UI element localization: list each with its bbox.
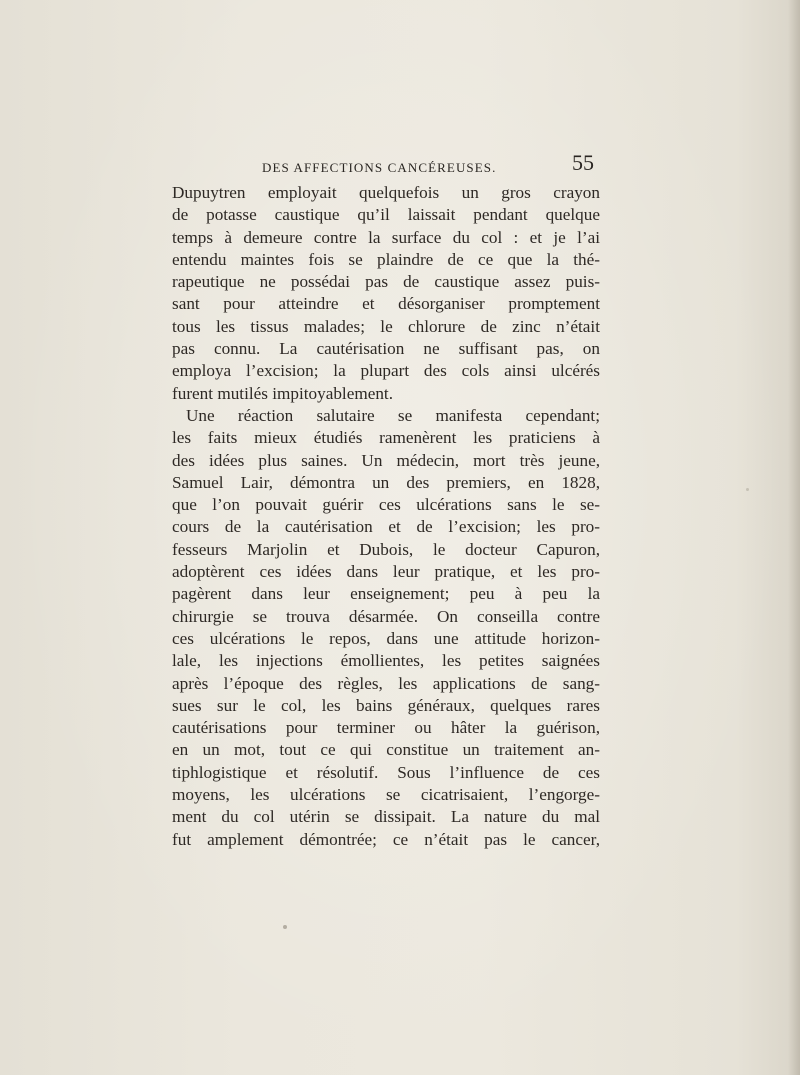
text-line: fut amplement démontrée; ce n’était pas le cancer, <box>172 829 600 849</box>
running-head <box>172 150 600 180</box>
text-line: ces ulcérations le repos, dans une attitude horizon- <box>172 628 600 648</box>
text-line: cours de la cautérisation et de l’excision; les pro- <box>172 517 600 537</box>
text-line: tiphlogistique et résolutif. Sous l’influence de ces <box>172 762 600 782</box>
text-line: furent mutilés impitoyablement. <box>172 383 394 403</box>
text-line: tous les tissus malades; le chlorure de zinc n’était <box>172 316 600 336</box>
paper-speck <box>283 925 287 929</box>
text-line: de potasse caustique qu’il laissait pendant quelque <box>172 205 600 225</box>
text-line: employa l’excision; la plupart des cols ainsi ulcérés <box>172 361 600 381</box>
body-text <box>172 182 600 851</box>
page-edge-shadow <box>788 0 800 1075</box>
text-line: Dupuytren employait quelquefois un gros crayon <box>172 183 600 202</box>
text-line: des idées plus saines. Un médecin, mort très jeune, <box>172 450 600 470</box>
text-line: entendu maintes fois se plaindre de ce que la thé- <box>172 249 600 269</box>
text-line: les faits mieux étudiés ramenèrent les praticiens à <box>172 428 600 448</box>
text-line: après l’époque des règles, les applications de sang- <box>172 673 600 693</box>
text-line: lale, les injections émollientes, les petites saignées <box>172 651 600 671</box>
running-title: DES AFFECTIONS CANCÉREUSES. <box>262 160 497 175</box>
text-line: cautérisations pour terminer ou hâter la guérison, <box>172 718 600 738</box>
text-line: fesseurs Marjolin et Dubois, le docteur Capuron, <box>172 539 600 559</box>
page-number: 55 <box>572 150 594 175</box>
text-line: rapeutique ne possédai pas de caustique assez puis- <box>172 272 600 292</box>
text-line: sues sur le col, les bains généraux, quelques rares <box>172 695 600 715</box>
text-line: Samuel Lair, démontra un des premiers, en 1828, <box>172 472 600 492</box>
text-line: pagèrent dans leur enseignement; peu à peu la <box>172 584 600 604</box>
text-line: en un mot, tout ce qui constitue un traitement an- <box>172 740 600 760</box>
text-line: temps à demeure contre la surface du col : et je l’ai <box>172 227 600 247</box>
text-line: moyens, les ulcérations se cicatrisaient, l’engorge- <box>172 785 600 805</box>
text-line: pas connu. La cautérisation ne suffisant pas, on <box>172 339 600 359</box>
text-line: Une réaction salutaire se manifesta cependant; <box>186 405 600 425</box>
text-line: que l’on pouvait guérir ces ulcérations sans le se- <box>172 495 600 515</box>
paper-speck <box>746 488 749 491</box>
text-line: adoptèrent ces idées dans leur pratique, et les pro- <box>172 562 600 582</box>
text-line: chirurgie se trouva désarmée. On conseilla contre <box>172 606 600 626</box>
text-line: sant pour atteindre et désorganiser promptement <box>172 294 600 314</box>
text-line: ment du col utérin se dissipait. La nature du mal <box>172 807 600 827</box>
